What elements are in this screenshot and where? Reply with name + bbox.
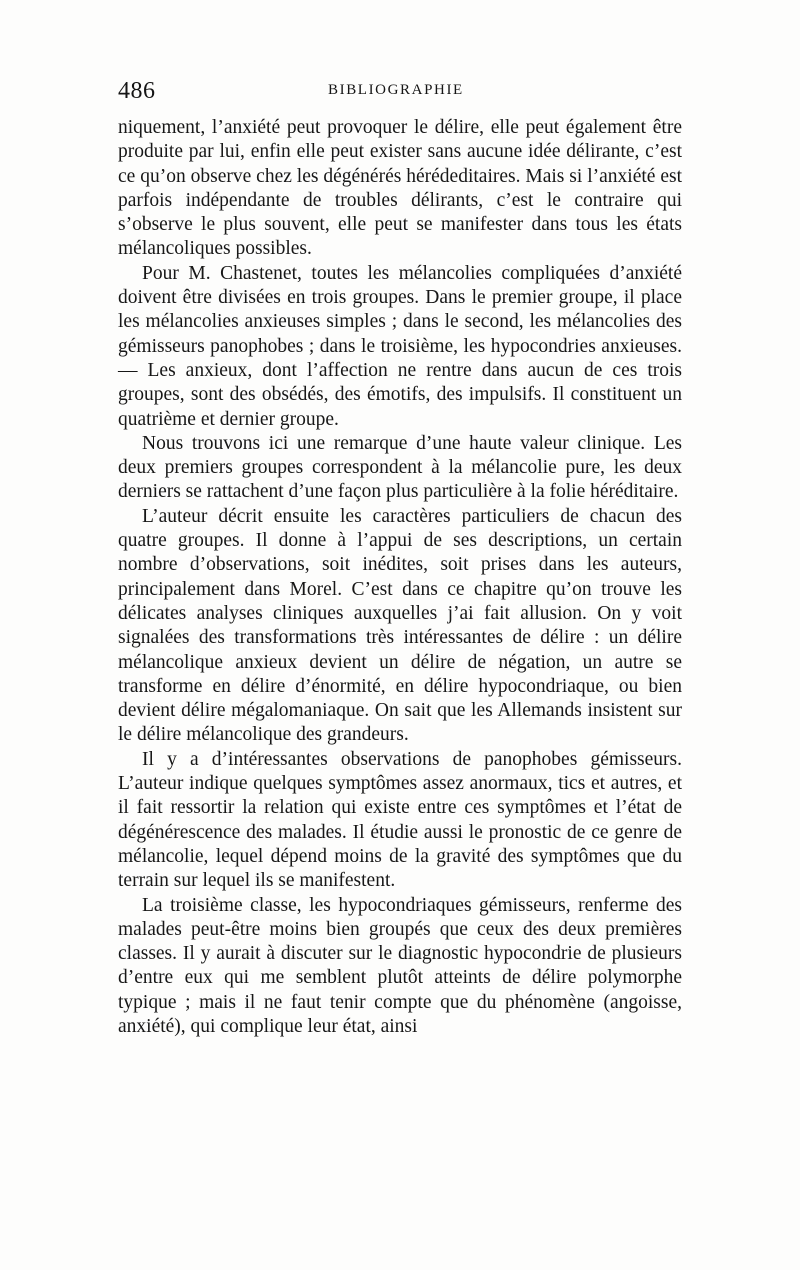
page-header [118, 78, 682, 108]
paragraph-2: Pour M. Chastenet, toutes les mélancolies compliquées d’anxiété doivent être divisées en trois groupes. Dans le premier groupe, il place les mélancolies anxieuses simples ; dans le second, les mélancolies des gémisseurs panophobes ; dans le troisième, les hypocondries anxieuses. — Les anxieux, dont l’affection ne rentre dans aucun de ces trois groupes, sont des obsédés, des émotifs, des impulsifs. Il constituent un quatrième et dernier groupe. [118, 262, 682, 430]
body-text [118, 116, 682, 1039]
paragraph-5: Il y a d’intéressantes observations de panophobes gémisseurs. L’auteur indique quelques symptômes assez anormaux, tics et autres, et il fait ressortir la relation qui existe entre ces symptômes et l’état de dégénérescence des malades. Il étudie aussi le pronostic de ce genre de mélancolie, lequel dépend moins de la gravité des symptômes que du terrain sur lequel ils se manifestent. [118, 748, 682, 892]
paragraph-1: niquement, l’anxiété peut provoquer le délire, elle peut également être produite par lui, enfin elle peut exister sans aucune idée délirante, c’est ce qu’on observe chez les dégénérés hérédeditaires. Mais si l’anxiété est parfois indépendante de troubles délirants, c’est le contraire qui s’observe le plus souvent, elle peut se manifester dans tous les états mélancoliques possibles. [118, 117, 682, 260]
paragraph-3: Nous trouvons ici une remarque d’une haute valeur clinique. Les deux premiers groupes correspondent à la mélancolie pure, les deux derniers se rattachent d’une façon plus particulière à la folie héréditaire. [118, 432, 682, 503]
paragraph-6: La troisième classe, les hypocondriaques gémisseurs, renferme des malades peut-être moins bien groupés que ceux des deux premières classes. Il y aurait à discuter sur le diagnostic hypocondrie de plusieurs d’entre eux qui me semblent plutôt atteints de délire polymorphe typique ; mais il ne faut tenir compte que du phénomène (angoisse, anxiété), qui complique leur état, ainsi [118, 894, 682, 1037]
running-title: BIBLIOGRAPHIE [328, 82, 464, 98]
paragraph-4: L’auteur décrit ensuite les caractères particuliers de chacun des quatre groupes. Il donne à l’appui de ses descriptions, un certain nombre d’observations, soit inédites, soit prises dans les auteurs, principalement dans Morel. C’est dans ce chapitre qu’on trouve les délicates analyses cliniques auxquelles j’ai fait allusion. On y voit signalées des transformations très intéressantes de délire : un délire mélancolique anxieux devient un délire de négation, un autre se transforme en délire d’énormité, en délire hypocondriaque, ou bien devient délire mégalomaniaque. On sait que les Allemands insistent sur le délire mélancolique des grandeurs. [118, 505, 682, 746]
page-number: 486 [118, 78, 156, 104]
